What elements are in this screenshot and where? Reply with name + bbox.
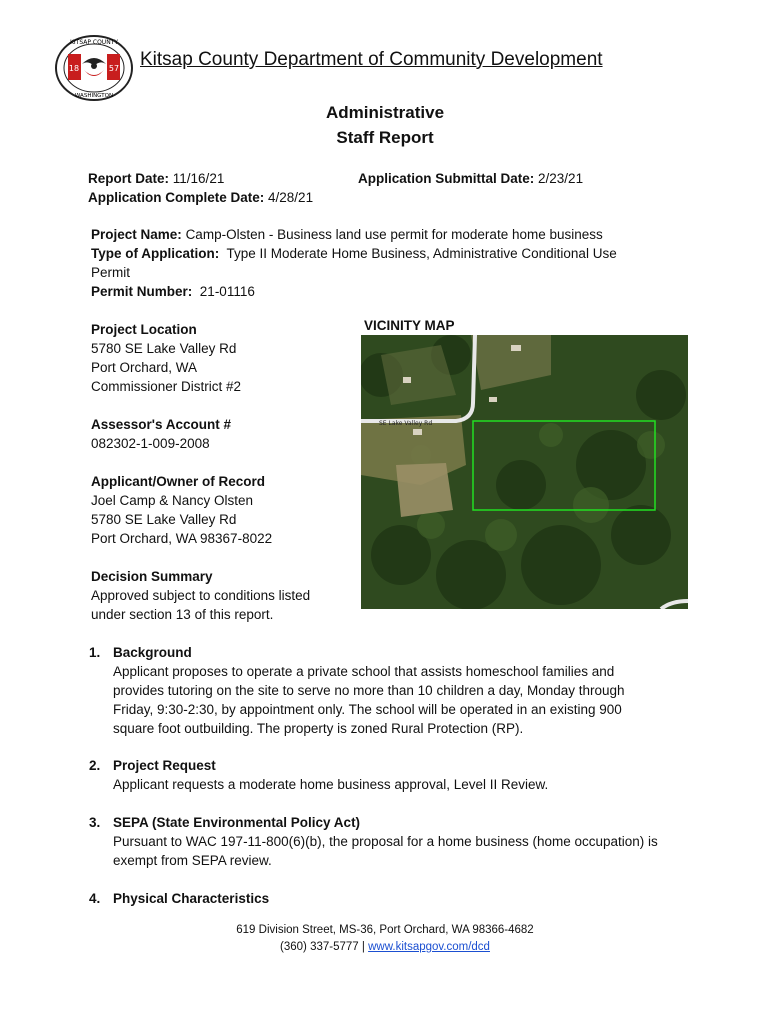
footer-address: 619 Division Street, MS-36, Port Orchard, WA 98366-4682: [236, 924, 534, 936]
project-info: [91, 225, 617, 301]
department-title: Kitsap County Department of Community Development: [140, 49, 603, 70]
section-text-line: exempt from SEPA review.: [113, 853, 272, 868]
project-name-label: Project Name:: [91, 227, 182, 242]
project-location-heading: Project Location: [91, 322, 197, 337]
decision-line: Approved subject to conditions listed: [91, 588, 311, 603]
assessor-block: [91, 415, 231, 453]
permit-number-row: [91, 282, 617, 301]
location-line: Port Orchard, WA: [91, 360, 198, 375]
permit-number-value: 21-01116: [199, 284, 255, 299]
map-road-label: SE Lake Valley Rd: [379, 420, 433, 427]
section-project-request: [89, 756, 548, 794]
section-heading: Background: [113, 645, 192, 660]
seal-top-text: KITSAP COUNTY: [69, 39, 119, 46]
complete-date-value: 4/28/21: [268, 190, 314, 205]
location-line: Commissioner District #2: [91, 379, 242, 394]
vicinity-map-heading: VICINITY MAP: [364, 318, 455, 333]
application-type-value: Type II Moderate Home Business, Administrative Conditional Use: [226, 246, 617, 261]
seal-right-number: 57: [108, 64, 120, 73]
footer-contact: [0, 939, 770, 956]
project-location-block: [91, 320, 241, 396]
section-text-line: Friday, 9:30-2:30, by appointment only. The school will be operated in an existing 900: [113, 702, 622, 717]
section-heading: SEPA (State Environmental Policy Act): [113, 815, 361, 830]
seal-left-number: 18: [68, 64, 80, 73]
footer-phone: (360) 337-5777: [280, 941, 359, 953]
seal-bottom-text: WASHINGTON: [74, 93, 114, 99]
section-text-line: Applicant proposes to operate a private school that assists homeschool families and: [113, 664, 615, 679]
section-number: 3.: [89, 815, 101, 830]
permit-number-label: Permit Number:: [91, 284, 193, 299]
submittal-date: [358, 169, 583, 188]
section-number: 2.: [89, 758, 101, 773]
project-name-row: [91, 225, 617, 244]
section-number: 1.: [89, 645, 101, 660]
report-title-line2: Staff Report: [336, 128, 434, 147]
decision-summary-block: [91, 567, 310, 624]
page-footer: [0, 922, 770, 956]
report-title-line1: Administrative: [325, 103, 445, 122]
footer-website-link[interactable]: www.kitsapgov.com/dcd: [368, 941, 490, 953]
section-text-line: provides tutoring on the site to serve no more than 10 children a day, Monday through: [113, 683, 625, 698]
applicant-line: Port Orchard, WA 98367-8022: [91, 531, 273, 546]
section-heading: Physical Characteristics: [113, 891, 270, 906]
section-text-line: square foot outbuilding. The property is zoned Rural Protection (RP).: [113, 721, 524, 736]
assessor-heading: Assessor's Account #: [91, 417, 232, 432]
complete-date: [88, 188, 313, 207]
section-number: 4.: [89, 891, 101, 906]
applicant-line: 5780 SE Lake Valley Rd: [91, 512, 237, 527]
application-type-label: Type of Application:: [91, 246, 220, 261]
decision-line: under section 13 of this report.: [91, 607, 274, 622]
applicant-heading: Applicant/Owner of Record: [91, 474, 266, 489]
section-background: [89, 643, 625, 738]
location-line: 5780 SE Lake Valley Rd: [91, 341, 237, 356]
report-date-value: 11/16/21: [172, 171, 225, 186]
section-text-line: Pursuant to WAC 197-11-800(6)(b), the proposal for a home business (home occupation) is: [113, 834, 658, 849]
project-name-value: Camp-Olsten - Business land use permit for moderate home business: [185, 227, 603, 242]
section-physical-characteristics: [89, 889, 269, 908]
report-title: [0, 100, 770, 150]
county-seal-logo: [54, 34, 134, 102]
complete-date-label: Application Complete Date:: [88, 190, 265, 205]
application-type-continued: Permit: [91, 265, 131, 280]
submittal-date-label: Application Submittal Date:: [358, 171, 535, 186]
report-date: [88, 169, 224, 188]
section-sepa: [89, 813, 658, 870]
assessor-account-number: 082302-1-009-2008: [91, 436, 210, 451]
application-type-row: [91, 244, 617, 263]
decision-summary-heading: Decision Summary: [91, 569, 213, 584]
applicant-block: [91, 472, 272, 548]
section-heading: Project Request: [113, 758, 216, 773]
report-date-label: Report Date:: [88, 171, 170, 186]
section-text-line: Applicant requests a moderate home business approval, Level II Review.: [113, 777, 549, 792]
submittal-date-value: 2/23/21: [538, 171, 584, 186]
footer-separator: |: [361, 941, 365, 953]
applicant-line: Joel Camp & Nancy Olsten: [91, 493, 254, 508]
vicinity-map-image: [361, 335, 688, 609]
